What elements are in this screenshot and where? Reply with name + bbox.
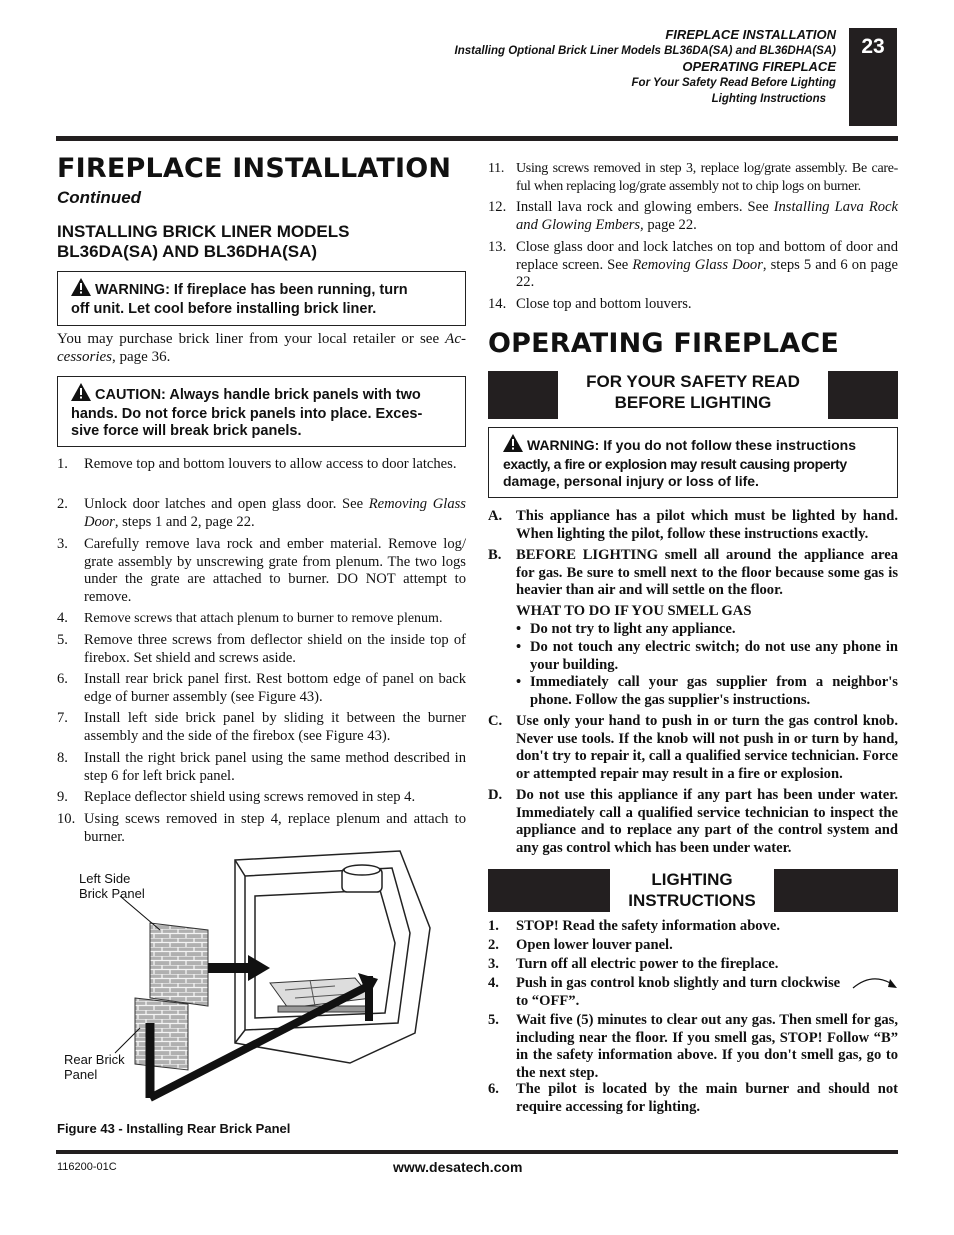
list-item bbox=[488, 1012, 898, 1082]
caution-text: hands. Do not force brick panels into place. Exces- bbox=[71, 406, 423, 422]
warning-triangle-icon bbox=[71, 383, 91, 406]
step-text: Install rear brick panel first. Rest bottom edge of panel on back edge of burner assembly (see Figure 43). bbox=[84, 671, 466, 705]
bullet: • bbox=[516, 674, 522, 690]
list-item bbox=[57, 750, 466, 785]
item-letter: C. bbox=[488, 713, 503, 729]
item-letter: B. bbox=[488, 547, 502, 563]
step-number: 6. bbox=[57, 671, 68, 687]
list-item bbox=[57, 610, 466, 628]
warning-text: exactly, a fire or explosion may result causing property bbox=[503, 456, 847, 472]
step-number: 10. bbox=[57, 811, 76, 827]
list-item bbox=[516, 639, 898, 674]
step-number: 12. bbox=[488, 199, 507, 215]
figure-label: Brick Panel bbox=[79, 886, 145, 901]
step-number: 2. bbox=[57, 496, 68, 512]
figure-caption: Figure 43 - Installing Rear Brick Panel bbox=[57, 1121, 291, 1136]
step-text: page 22. bbox=[643, 216, 697, 233]
warning-text: WARNING: If you do not follow these instructions bbox=[527, 437, 856, 453]
continued-label: Continued bbox=[57, 188, 142, 207]
figure-label: Left Side bbox=[79, 871, 131, 886]
item-letter: D. bbox=[488, 787, 503, 803]
header-section-2: OPERATING FIREPLACE bbox=[682, 59, 836, 74]
bullet-text: Do not touch any electric switch; do not use any phone in your building. bbox=[530, 639, 898, 673]
subsection-heading-line: INSTALLING BRICK LINER MODELS bbox=[57, 222, 350, 241]
figure-label: Panel bbox=[64, 1067, 98, 1082]
safety-banner bbox=[488, 371, 898, 419]
list-item bbox=[488, 239, 898, 292]
list-item bbox=[488, 713, 898, 783]
list-item bbox=[57, 789, 466, 807]
figure-label: Rear Brick bbox=[64, 1052, 125, 1067]
bullet: • bbox=[516, 621, 522, 637]
step-text: Wait five (5) minutes to clear out any gas. Then smell for gas, including near the floor. If you smell gas, STOP! Follow “B” in the safety information above. If you don't smell gas, go to the next step. bbox=[516, 1012, 898, 1081]
list-item bbox=[488, 956, 898, 974]
warning-text: WARNING: If fireplace has been running, turn bbox=[95, 282, 408, 298]
accessories-reference: Ac-cessories bbox=[57, 331, 466, 365]
step-text: Install left side brick panel by sliding it between the burner assembly and the side of the firebox (see Figure 43). bbox=[84, 710, 466, 744]
item-text: Use only your hand to push in or turn the gas control knob. Never use tools. If the knob will not push in or turn by hand, don't try to repair it, call a qualified service technician. Force or attempted repair may result in a fire or explosion. bbox=[516, 713, 898, 782]
smell-gas-heading: WHAT TO DO IF YOU SMELL GAS bbox=[516, 603, 752, 619]
list-item bbox=[488, 547, 898, 600]
step-number: 3. bbox=[57, 536, 68, 552]
header-subsection: Installing Optional Brick Liner Models BL36DA(SA) and BL36DHA(SA) bbox=[454, 45, 836, 57]
list-item bbox=[488, 296, 898, 314]
step-text: Remove three screws from deflector shield on the inside top of firebox. Set shield and screws aside. bbox=[84, 632, 466, 666]
list-item bbox=[488, 508, 898, 543]
banner-bar bbox=[774, 869, 898, 912]
header-subsection-3: Lighting Instructions bbox=[711, 93, 826, 105]
list-item bbox=[488, 199, 898, 234]
list-item bbox=[488, 918, 898, 936]
list-item bbox=[57, 632, 466, 667]
intro-text: You may purchase brick liner from your local retailer or see bbox=[57, 331, 446, 347]
list-item bbox=[516, 621, 898, 639]
website-link[interactable]: www.desatech.com bbox=[393, 1159, 523, 1175]
banner-line: INSTRUCTIONS bbox=[628, 891, 756, 910]
bullet-text: Do not try to light any appliance. bbox=[530, 621, 736, 637]
step-text: Using scews removed in step 4, replace plenum and attach to burner. bbox=[84, 811, 466, 845]
warning-box bbox=[57, 271, 466, 326]
step-number: 2. bbox=[488, 937, 499, 953]
document-number: 116200-01C bbox=[57, 1161, 117, 1173]
warning-text: off unit. Let cool before installing brick liner. bbox=[71, 301, 377, 317]
step-text: STOP! Read the safety information above. bbox=[516, 918, 781, 934]
rear-brick-panel bbox=[135, 998, 188, 1070]
section-title: FIREPLACE INSTALLATION bbox=[57, 153, 452, 184]
list-item bbox=[488, 787, 898, 857]
header-divider bbox=[56, 136, 898, 141]
list-item bbox=[57, 671, 466, 706]
gas-warning-box bbox=[488, 427, 898, 498]
intro-text: , page 36. bbox=[112, 348, 171, 365]
warning-triangle-icon bbox=[503, 434, 523, 456]
step-number: 1. bbox=[488, 918, 499, 934]
list-item bbox=[516, 674, 898, 709]
running-header bbox=[455, 27, 836, 107]
list-item bbox=[57, 710, 466, 745]
banner-bar bbox=[488, 869, 610, 912]
caution-box bbox=[57, 376, 466, 447]
left-side-brick-panel bbox=[150, 923, 208, 1006]
warning-triangle-icon bbox=[71, 278, 91, 301]
subsection-heading-line: BL36DA(SA) AND BL36DHA(SA) bbox=[57, 242, 318, 261]
firebox-outline bbox=[235, 851, 430, 1063]
step-text: Install lava rock and glowing embers. See bbox=[516, 199, 774, 215]
footer-divider bbox=[56, 1150, 898, 1154]
step-text: Carefully remove lava rock and ember material. Remove log/ grate assembly by unscrewing grate from plenum. The two logs under the grate are attached to burner. DO NOT attempt to remove. bbox=[84, 536, 466, 605]
step-number: 13. bbox=[488, 239, 507, 255]
step-text: Remove top and bottom louvers to allow access to door latches. bbox=[84, 456, 457, 472]
header-section: FIREPLACE INSTALLATION bbox=[665, 27, 836, 42]
clockwise-arrow-icon bbox=[850, 972, 900, 994]
banner-line: FOR YOUR SAFETY READ bbox=[586, 372, 800, 391]
step-text: , steps 5 and 6 on page 22. bbox=[516, 256, 898, 290]
step-text: Close glass door and lock latches on top and bottom of door and replace screen. See bbox=[516, 239, 898, 273]
caution-text: sive force will break brick panels. bbox=[71, 423, 302, 439]
step-text: Turn off all electric power to the fireplace. bbox=[516, 956, 779, 972]
lighting-banner bbox=[488, 869, 898, 912]
step-number: 4. bbox=[488, 975, 499, 991]
warning-text: damage, personal injury or loss of life. bbox=[503, 473, 759, 489]
caution-text: CAUTION: Always handle brick panels with two bbox=[95, 387, 421, 403]
page-number: 23 bbox=[849, 28, 897, 126]
step-text: Close top and bottom louvers. bbox=[516, 296, 692, 312]
step-text: The pilot is located by the main burner and should not require accessing for lighting. bbox=[516, 1081, 898, 1115]
item-text: Do not use this appliance if any part has been under water. Immediately call a qualified service technician to inspect the appliance and to replace any part of the control system and any gas control which has been under water. bbox=[516, 787, 898, 856]
leader-line bbox=[120, 896, 160, 930]
step-number: 3. bbox=[488, 956, 499, 972]
list-item bbox=[57, 811, 466, 846]
banner-text bbox=[610, 869, 774, 911]
bullet: • bbox=[516, 639, 522, 655]
step-reference: Removing Glass Door bbox=[84, 496, 466, 530]
banner-line: BEFORE LIGHTING bbox=[614, 393, 772, 412]
list-item bbox=[488, 1081, 898, 1116]
step-reference: Removing Glass Door bbox=[632, 256, 763, 273]
list-item bbox=[488, 975, 858, 1010]
step-number: 5. bbox=[488, 1012, 499, 1028]
list-item bbox=[488, 160, 898, 195]
header-subsection-2: For Your Safety Read Before Lighting bbox=[631, 77, 836, 89]
banner-text bbox=[558, 371, 828, 413]
item-text: This appliance has a pilot which must be lighted by hand. When lighting the pilot, follow these instructions exactly. bbox=[516, 508, 898, 542]
step-number: 9. bbox=[57, 789, 68, 805]
step-text: Remove screws that attach plenum to burner to remove plenum. bbox=[84, 611, 443, 626]
banner-bar bbox=[488, 371, 558, 419]
step-text: Push in gas control knob slightly and turn clockwise to “OFF”. bbox=[516, 975, 841, 1009]
bullet-text: Immediately call your gas supplier from a neighbor's phone. Follow the gas supplier's instructions. bbox=[530, 674, 898, 708]
figure-43-illustration bbox=[110, 848, 440, 1108]
subsection-heading bbox=[57, 222, 349, 262]
step-text: , steps 1 and 2, page 22. bbox=[114, 513, 255, 530]
step-text: Open lower louver panel. bbox=[516, 937, 673, 953]
item-letter: A. bbox=[488, 508, 503, 524]
item-text: BEFORE LIGHTING smell all around the appliance area for gas. Be sure to smell next to the floor because some gas is heavier than air and will settle on the floor. bbox=[516, 547, 898, 598]
step-number: 5. bbox=[57, 632, 68, 648]
step-number: 6. bbox=[488, 1081, 499, 1097]
list-item bbox=[488, 937, 898, 955]
step-number: 8. bbox=[57, 750, 68, 766]
operating-title: OPERATING FIREPLACE bbox=[488, 328, 840, 359]
list-item bbox=[57, 536, 466, 606]
step-text: Unlock door latches and open glass door. See bbox=[84, 496, 369, 512]
step-number: 7. bbox=[57, 710, 68, 726]
step-text: Replace deflector shield using screws removed in step 4. bbox=[84, 789, 416, 805]
step-reference: Installing Lava Rock and Glowing Embers, bbox=[516, 199, 898, 233]
step-number: 4. bbox=[57, 610, 68, 626]
list-item bbox=[57, 456, 466, 474]
step-text: Using screws removed in step 3, replace log/grate assembly. Be care-ful when replacing log/grate assembly not to chip logs on burner. bbox=[516, 161, 898, 194]
step-number: 11. bbox=[488, 161, 505, 176]
intro-paragraph bbox=[57, 331, 466, 366]
step-number: 14. bbox=[488, 296, 507, 312]
step-text: Install the right brick panel using the same method described in step 6 for left brick panel. bbox=[84, 750, 466, 784]
list-item bbox=[57, 496, 466, 531]
banner-bar bbox=[828, 371, 898, 419]
step-number: 1. bbox=[57, 456, 68, 472]
banner-line: LIGHTING bbox=[651, 870, 733, 889]
